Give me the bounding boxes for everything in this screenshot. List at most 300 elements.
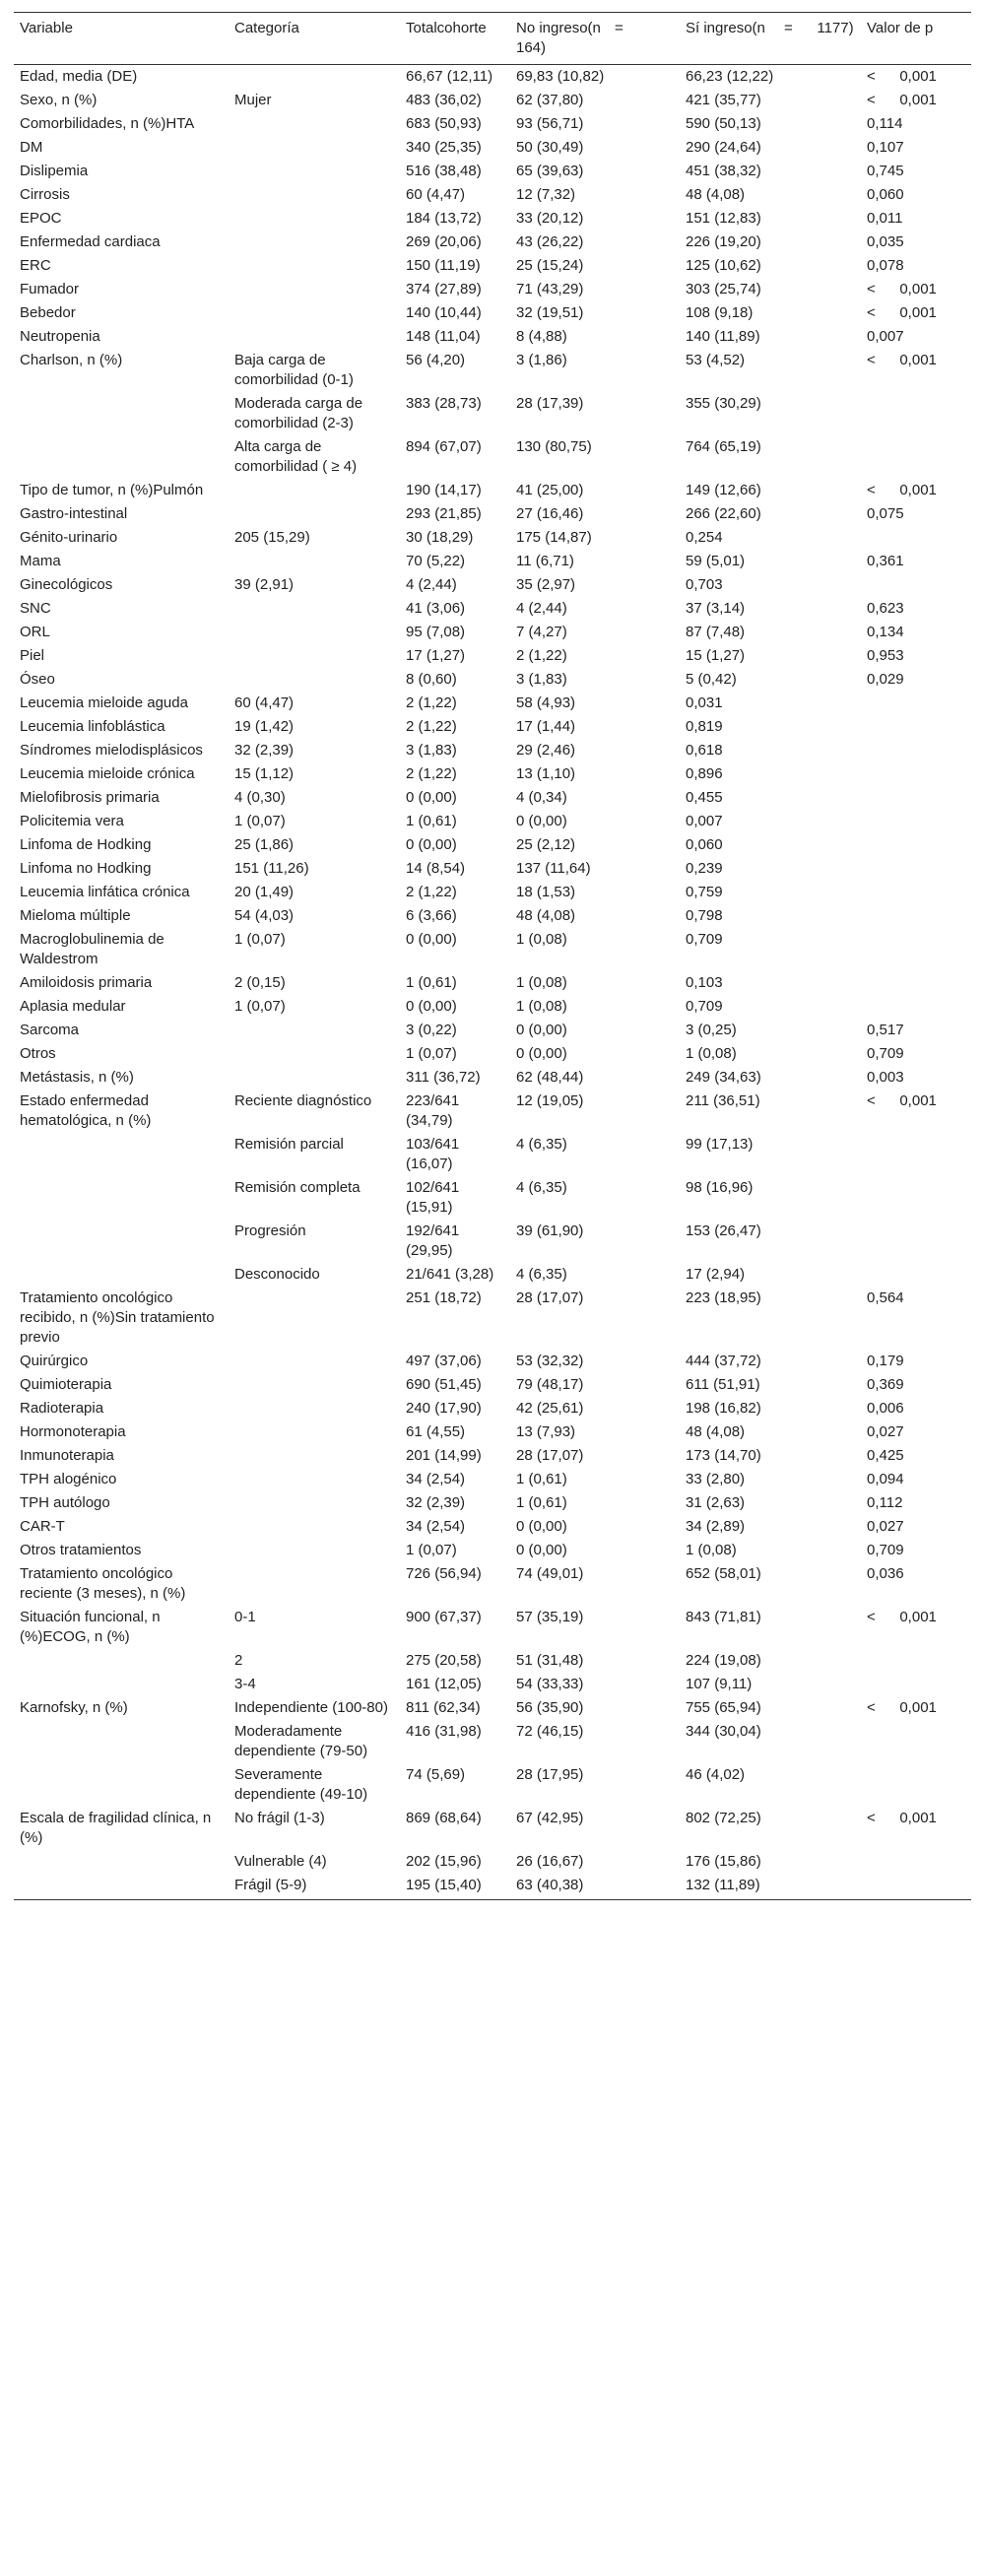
table-row — [14, 1763, 971, 1807]
cell-variable: Edad, media (DE) — [20, 68, 138, 85]
cell-valor-p: 0,036 — [867, 1565, 904, 1582]
cell-no-ingreso: 3 (1,86) — [516, 352, 567, 368]
cell-valor-p: 0,953 — [867, 647, 904, 664]
cell-total: 0 (0,00) — [406, 789, 457, 806]
cell-variable — [14, 1673, 229, 1696]
table-row — [14, 833, 971, 857]
cell-categoria — [229, 231, 400, 254]
table-row — [14, 1042, 971, 1066]
cell-total: 869 (68,64) — [406, 1810, 482, 1826]
cell-valor-p: 0,361 — [867, 553, 904, 569]
cell-no-ingreso: 1 (0,61) — [516, 1471, 567, 1487]
cell-total: 202 (15,96) — [406, 1853, 482, 1870]
cell-si-ingreso: 444 (37,72) — [686, 1353, 761, 1369]
cell-si-ingreso: 266 (22,60) — [686, 505, 761, 522]
cell-total: 340 (25,35) — [406, 139, 482, 156]
cell-categoria — [229, 301, 400, 325]
cell-valor-p — [861, 762, 971, 786]
cell-valor-p: 0,517 — [867, 1022, 904, 1038]
cell-total: 4 (2,44) — [406, 576, 457, 593]
table-row — [14, 349, 971, 392]
cell-no-ingreso: 0 (0,00) — [516, 1542, 567, 1558]
header-si-ingreso: Sí ingreso(n = 1177) — [680, 13, 861, 65]
cell-valor-p — [861, 1220, 971, 1263]
cell-variable: Génito-urinario — [20, 529, 118, 546]
cell-categoria: 39 (2,91) — [234, 576, 295, 593]
header-no-ingreso: No ingreso(n = 164) — [510, 13, 680, 65]
cell-categoria — [229, 1287, 400, 1350]
table-row — [14, 1491, 971, 1515]
cell-no-ingreso: 32 (19,51) — [516, 304, 584, 321]
cell-categoria — [229, 254, 400, 278]
cell-categoria — [229, 136, 400, 160]
cell-valor-p — [861, 971, 971, 995]
cell-variable: Óseo — [20, 671, 55, 688]
cell-variable: Leucemia linfática crónica — [20, 884, 190, 900]
cell-valor-p — [861, 526, 971, 550]
cell-si-ingreso: 1 (0,08) — [686, 1045, 737, 1062]
table-row — [14, 995, 971, 1019]
cell-no-ingreso: 26 (16,67) — [516, 1853, 584, 1870]
cell-total: 2 (1,22) — [406, 694, 457, 711]
cell-no-ingreso: 7 (4,27) — [516, 624, 567, 640]
table-row — [14, 1287, 971, 1350]
table-row — [14, 278, 971, 301]
cell-categoria: 1 (0,07) — [234, 931, 286, 948]
cell-no-ingreso: 0 (0,00) — [516, 1045, 567, 1062]
cell-variable: Radioterapia — [20, 1400, 104, 1417]
cell-variable: Quirúrgico — [20, 1353, 89, 1369]
cell-total: 148 (11,04) — [406, 328, 481, 345]
cell-total: 683 (50,93) — [406, 115, 482, 132]
cell-valor-p — [861, 857, 971, 881]
cell-no-ingreso: 2 (1,22) — [516, 647, 567, 664]
cell-categoria — [229, 597, 400, 621]
cell-valor-p: < 0,001 — [867, 68, 937, 85]
table-row — [14, 502, 971, 526]
cell-si-ingreso: 224 (19,08) — [686, 1652, 761, 1669]
cell-categoria — [229, 621, 400, 644]
cell-no-ingreso: 28 (17,07) — [516, 1447, 584, 1464]
cell-si-ingreso: 173 (14,70) — [686, 1447, 761, 1464]
cell-total: 3 (1,83) — [406, 742, 457, 759]
cell-variable: Hormonoterapia — [20, 1423, 126, 1440]
cell-no-ingreso: 12 (7,32) — [516, 186, 576, 203]
cell-total: 34 (2,54) — [406, 1518, 466, 1535]
cell-si-ingreso: 802 (72,25) — [686, 1810, 761, 1826]
cell-si-ingreso: 1 (0,08) — [686, 1542, 737, 1558]
cell-valor-p: 0,425 — [867, 1447, 904, 1464]
cell-total: 293 (21,85) — [406, 505, 482, 522]
cell-valor-p: < 0,001 — [867, 281, 937, 297]
cell-no-ingreso: 41 (25,00) — [516, 482, 584, 498]
cell-no-ingreso: 25 (15,24) — [516, 257, 584, 274]
cell-categoria: 32 (2,39) — [234, 742, 295, 759]
cell-si-ingreso: 46 (4,02) — [686, 1766, 746, 1783]
cell-valor-p — [861, 1673, 971, 1696]
cell-si-ingreso: 355 (30,29) — [686, 395, 761, 412]
cell-categoria: 25 (1,86) — [234, 836, 295, 853]
cell-no-ingreso: 1 (0,08) — [516, 998, 567, 1015]
cell-variable: Piel — [20, 647, 45, 664]
cell-categoria — [229, 1562, 400, 1606]
cell-categoria — [229, 1350, 400, 1373]
cell-variable: Tipo de tumor, n (%)Pulmón — [20, 482, 204, 498]
results-table — [14, 12, 971, 1900]
cell-si-ingreso: 176 (15,86) — [686, 1853, 761, 1870]
cell-no-ingreso: 57 (35,19) — [516, 1609, 584, 1625]
cell-categoria — [229, 1397, 400, 1420]
cell-si-ingreso: 48 (4,08) — [686, 186, 746, 203]
cell-si-ingreso: 53 (4,52) — [686, 352, 746, 368]
cell-categoria — [229, 479, 400, 502]
cell-categoria: Desconocido — [234, 1266, 320, 1283]
cell-valor-p: 0,564 — [867, 1289, 904, 1306]
cell-no-ingreso: 65 (39,63) — [516, 163, 584, 179]
table-row — [14, 573, 971, 597]
cell-total: 140 (10,44) — [406, 304, 482, 321]
table-row — [14, 1176, 971, 1220]
cell-si-ingreso: 0,709 — [686, 931, 723, 948]
table-row — [14, 786, 971, 810]
cell-valor-p — [861, 435, 971, 479]
cell-categoria — [229, 160, 400, 183]
cell-no-ingreso: 28 (17,95) — [516, 1766, 584, 1783]
cell-valor-p: 0,112 — [867, 1494, 903, 1511]
cell-total: 150 (11,19) — [406, 257, 481, 274]
table-row — [14, 325, 971, 349]
cell-variable — [14, 1176, 229, 1220]
cell-si-ingreso: 5 (0,42) — [686, 671, 737, 688]
cell-variable: Ginecológicos — [20, 576, 113, 593]
cell-categoria: Reciente diagnóstico — [234, 1092, 372, 1109]
cell-variable: TPH alogénico — [20, 1471, 117, 1487]
cell-total: 56 (4,20) — [406, 352, 466, 368]
table-row — [14, 857, 971, 881]
cell-categoria: No frágil (1-3) — [234, 1810, 325, 1826]
cell-valor-p: 0,094 — [867, 1471, 904, 1487]
cell-si-ingreso: 140 (11,89) — [686, 328, 760, 345]
cell-total: 811 (62,34) — [406, 1699, 481, 1716]
table-row — [14, 1850, 971, 1874]
cell-valor-p: 0,035 — [867, 233, 904, 250]
cell-total: 2 (1,22) — [406, 884, 457, 900]
table-row — [14, 1515, 971, 1539]
cell-categoria: Severamente dependiente (49-10) — [234, 1766, 368, 1803]
cell-categoria: 4 (0,30) — [234, 789, 286, 806]
cell-categoria — [229, 207, 400, 231]
cell-valor-p — [861, 881, 971, 904]
table-row — [14, 1696, 971, 1720]
cell-variable: Policitemia vera — [20, 813, 124, 829]
cell-total: 2 (1,22) — [406, 765, 457, 782]
table-row — [14, 1539, 971, 1562]
cell-valor-p: < 0,001 — [867, 92, 937, 108]
cell-variable: Leucemia linfoblástica — [20, 718, 165, 735]
cell-categoria: Mujer — [234, 92, 272, 108]
cell-no-ingreso: 67 (42,95) — [516, 1810, 584, 1826]
cell-no-ingreso: 4 (6,35) — [516, 1179, 567, 1196]
cell-categoria — [229, 1066, 400, 1090]
cell-total: 195 (15,40) — [400, 1874, 510, 1900]
cell-categoria: Remisión parcial — [234, 1136, 344, 1153]
cell-valor-p: 0,107 — [867, 139, 904, 156]
cell-si-ingreso: 223 (18,95) — [686, 1289, 761, 1306]
cell-variable — [14, 1720, 229, 1763]
cell-variable: Cirrosis — [20, 186, 70, 203]
cell-si-ingreso: 108 (9,18) — [686, 304, 754, 321]
cell-categoria: Progresión — [234, 1222, 306, 1239]
cell-categoria — [229, 1373, 400, 1397]
cell-valor-p — [861, 739, 971, 762]
cell-si-ingreso: 0,819 — [686, 718, 723, 735]
table-row — [14, 1397, 971, 1420]
table-row — [14, 207, 971, 231]
cell-no-ingreso: 43 (26,22) — [516, 233, 584, 250]
table-row — [14, 65, 971, 90]
cell-si-ingreso: 0,254 — [686, 529, 723, 546]
cell-valor-p: 0,011 — [867, 210, 903, 227]
cell-valor-p: 0,006 — [867, 1400, 904, 1417]
cell-total: 900 (67,37) — [406, 1609, 482, 1625]
table-header — [14, 13, 971, 65]
cell-si-ingreso: 34 (2,89) — [686, 1518, 746, 1535]
cell-si-ingreso: 303 (25,74) — [686, 281, 761, 297]
cell-variable: ORL — [20, 624, 50, 640]
cell-variable: Tratamiento oncológico reciente (3 meses), n (%) — [20, 1565, 186, 1602]
cell-si-ingreso: 48 (4,08) — [686, 1423, 746, 1440]
cell-si-ingreso: 843 (71,81) — [686, 1609, 761, 1625]
cell-variable: Neutropenia — [20, 328, 100, 345]
table-row — [14, 928, 971, 971]
cell-no-ingreso: 4 (6,35) — [516, 1266, 567, 1283]
cell-categoria — [229, 1019, 400, 1042]
cell-no-ingreso: 79 (48,17) — [516, 1376, 584, 1393]
table-row — [14, 1468, 971, 1491]
cell-si-ingreso: 211 (36,51) — [686, 1092, 760, 1109]
cell-si-ingreso: 0,709 — [686, 998, 723, 1015]
cell-si-ingreso: 290 (24,64) — [686, 139, 761, 156]
cell-categoria — [229, 325, 400, 349]
cell-total: 102/641 (15,91) — [406, 1179, 464, 1216]
cell-categoria — [229, 112, 400, 136]
cell-valor-p — [861, 715, 971, 739]
cell-no-ingreso: 39 (61,90) — [516, 1222, 584, 1239]
cell-si-ingreso: 98 (16,96) — [686, 1179, 754, 1196]
table-row — [14, 254, 971, 278]
cell-no-ingreso: 62 (37,80) — [516, 92, 584, 108]
cell-si-ingreso: 15 (1,27) — [686, 647, 746, 664]
cell-variable: Tratamiento oncológico recibido, n (%)Sin tratamiento previo — [20, 1289, 215, 1346]
cell-no-ingreso: 13 (1,10) — [516, 765, 576, 782]
cell-variable — [14, 1649, 229, 1673]
cell-total: 690 (51,45) — [406, 1376, 482, 1393]
cell-total: 3 (0,22) — [406, 1022, 457, 1038]
table-row — [14, 810, 971, 833]
cell-categoria: 0-1 — [234, 1609, 256, 1625]
cell-variable — [14, 1763, 229, 1807]
table-row — [14, 550, 971, 573]
cell-no-ingreso: 0 (0,00) — [516, 1518, 567, 1535]
cell-variable: Comorbilidades, n (%)HTA — [20, 115, 195, 132]
cell-no-ingreso: 72 (46,15) — [516, 1723, 584, 1740]
cell-categoria — [229, 668, 400, 692]
cell-variable: Mielofibrosis primaria — [20, 789, 160, 806]
cell-categoria: Vulnerable (4) — [234, 1853, 327, 1870]
cell-total: 61 (4,55) — [406, 1423, 466, 1440]
table-row — [14, 1066, 971, 1090]
cell-si-ingreso: 87 (7,48) — [686, 624, 746, 640]
header-categoria: Categoría — [229, 13, 400, 65]
cell-variable: Metástasis, n (%) — [20, 1069, 134, 1086]
table-row — [14, 231, 971, 254]
cell-valor-p — [861, 1763, 971, 1807]
cell-variable: Bebedor — [20, 304, 76, 321]
cell-total: 0 (0,00) — [406, 931, 457, 948]
table-row — [14, 1350, 971, 1373]
cell-no-ingreso: 42 (25,61) — [516, 1400, 584, 1417]
cell-no-ingreso: 4 (6,35) — [516, 1136, 567, 1153]
cell-total: 1 (0,07) — [406, 1542, 457, 1558]
cell-si-ingreso: 31 (2,63) — [686, 1494, 746, 1511]
table-row — [14, 668, 971, 692]
cell-valor-p: < 0,001 — [867, 1810, 937, 1826]
cell-categoria: 1 (0,07) — [234, 813, 286, 829]
cell-total: 32 (2,39) — [406, 1494, 466, 1511]
cell-no-ingreso: 58 (4,93) — [516, 694, 576, 711]
cell-variable: Fumador — [20, 281, 80, 297]
cell-valor-p: 0,003 — [867, 1069, 904, 1086]
cell-valor-p: < 0,001 — [867, 482, 937, 498]
cell-variable — [14, 1874, 229, 1900]
cell-si-ingreso: 107 (9,11) — [686, 1676, 753, 1692]
cell-valor-p: 0,745 — [867, 163, 904, 179]
cell-categoria: 54 (4,03) — [234, 907, 295, 924]
cell-si-ingreso: 33 (2,80) — [686, 1471, 746, 1487]
cell-si-ingreso: 344 (30,04) — [686, 1723, 761, 1740]
cell-categoria: Frágil (5-9) — [229, 1874, 400, 1900]
cell-valor-p — [861, 1263, 971, 1287]
cell-valor-p: 0,029 — [867, 671, 904, 688]
cell-categoria: 60 (4,47) — [234, 694, 295, 711]
cell-categoria: 2 — [234, 1652, 243, 1669]
cell-no-ingreso: 1 (0,61) — [516, 1494, 567, 1511]
cell-variable: Gastro-intestinal — [20, 505, 128, 522]
cell-no-ingreso: 0 (0,00) — [516, 813, 567, 829]
cell-categoria: 1 (0,07) — [234, 998, 286, 1015]
cell-valor-p: 0,114 — [867, 115, 903, 132]
cell-categoria — [229, 1539, 400, 1562]
cell-total: 726 (56,94) — [406, 1565, 482, 1582]
cell-valor-p: 0,027 — [867, 1518, 904, 1535]
cell-variable: Mieloma múltiple — [20, 907, 131, 924]
table-row — [14, 112, 971, 136]
cell-variable: Leucemia mieloide aguda — [20, 694, 188, 711]
cell-categoria: 2 (0,15) — [234, 974, 286, 991]
cell-total: 14 (8,54) — [406, 860, 466, 877]
table-row — [14, 1562, 971, 1606]
table-row — [14, 1090, 971, 1133]
cell-valor-p: < 0,001 — [867, 1609, 937, 1625]
table-row — [14, 1606, 971, 1649]
cell-categoria: 3-4 — [234, 1676, 256, 1692]
cell-si-ingreso: 0,031 — [686, 694, 723, 711]
cell-valor-p: 0,060 — [867, 186, 904, 203]
cell-no-ingreso: 17 (1,44) — [516, 718, 576, 735]
table-row — [14, 1263, 971, 1287]
cell-valor-p — [861, 1133, 971, 1176]
cell-variable: ERC — [20, 257, 51, 274]
cell-si-ingreso: 151 (12,83) — [686, 210, 761, 227]
cell-si-ingreso: 0,007 — [686, 813, 723, 829]
cell-valor-p: 0,075 — [867, 505, 904, 522]
cell-variable: Karnofsky, n (%) — [20, 1699, 128, 1716]
cell-no-ingreso: 4 (2,44) — [516, 600, 567, 617]
cell-valor-p — [861, 573, 971, 597]
cell-total: 60 (4,47) — [406, 186, 466, 203]
cell-si-ingreso: 153 (26,47) — [686, 1222, 761, 1239]
cell-no-ingreso: 71 (43,29) — [516, 281, 584, 297]
cell-total: 6 (3,66) — [406, 907, 457, 924]
cell-categoria: 15 (1,12) — [234, 765, 295, 782]
cell-categoria: 19 (1,42) — [234, 718, 295, 735]
cell-categoria — [229, 502, 400, 526]
table-row — [14, 1807, 971, 1850]
table-row — [14, 1373, 971, 1397]
cell-si-ingreso: 0,896 — [686, 765, 723, 782]
cell-no-ingreso: 62 (48,44) — [516, 1069, 584, 1086]
cell-no-ingreso: 28 (17,39) — [516, 395, 584, 412]
cell-total: 201 (14,99) — [406, 1447, 482, 1464]
cell-categoria: 205 (15,29) — [234, 529, 310, 546]
cell-categoria — [229, 1420, 400, 1444]
cell-valor-p — [861, 392, 971, 435]
cell-no-ingreso: 27 (16,46) — [516, 505, 584, 522]
table-row — [14, 89, 971, 112]
cell-variable — [14, 1133, 229, 1176]
cell-variable: Enfermedad cardiaca — [20, 233, 161, 250]
cell-total: 416 (31,98) — [406, 1723, 482, 1740]
cell-si-ingreso: 764 (65,19) — [686, 438, 761, 455]
table-row — [14, 1649, 971, 1673]
cell-variable: CAR-T — [20, 1518, 65, 1535]
cell-total: 483 (36,02) — [406, 92, 482, 108]
cell-total: 74 (5,69) — [406, 1766, 466, 1783]
table-row — [14, 881, 971, 904]
cell-variable: Otros — [20, 1045, 56, 1062]
cell-si-ingreso: 99 (17,13) — [686, 1136, 754, 1153]
cell-categoria — [229, 1468, 400, 1491]
cell-valor-p — [861, 928, 971, 971]
cell-no-ingreso: 35 (2,97) — [516, 576, 576, 593]
cell-si-ingreso: 0,060 — [686, 836, 723, 853]
cell-si-ingreso: 3 (0,25) — [686, 1022, 737, 1038]
cell-si-ingreso: 0,703 — [686, 576, 723, 593]
cell-variable — [14, 1220, 229, 1263]
cell-variable: Linfoma no Hodking — [20, 860, 152, 877]
table-row — [14, 621, 971, 644]
cell-valor-p — [861, 810, 971, 833]
table-body — [14, 65, 971, 1900]
cell-variable: Macroglobulinemia de Waldestrom — [20, 931, 164, 967]
header-row — [14, 13, 971, 65]
cell-total: 95 (7,08) — [406, 624, 466, 640]
cell-variable: Inmunoterapia — [20, 1447, 114, 1464]
cell-variable — [14, 1850, 229, 1874]
cell-no-ingreso: 25 (2,12) — [516, 836, 576, 853]
cell-no-ingreso: 93 (56,71) — [516, 115, 584, 132]
cell-total: 21/641 (3,28) — [406, 1266, 494, 1283]
